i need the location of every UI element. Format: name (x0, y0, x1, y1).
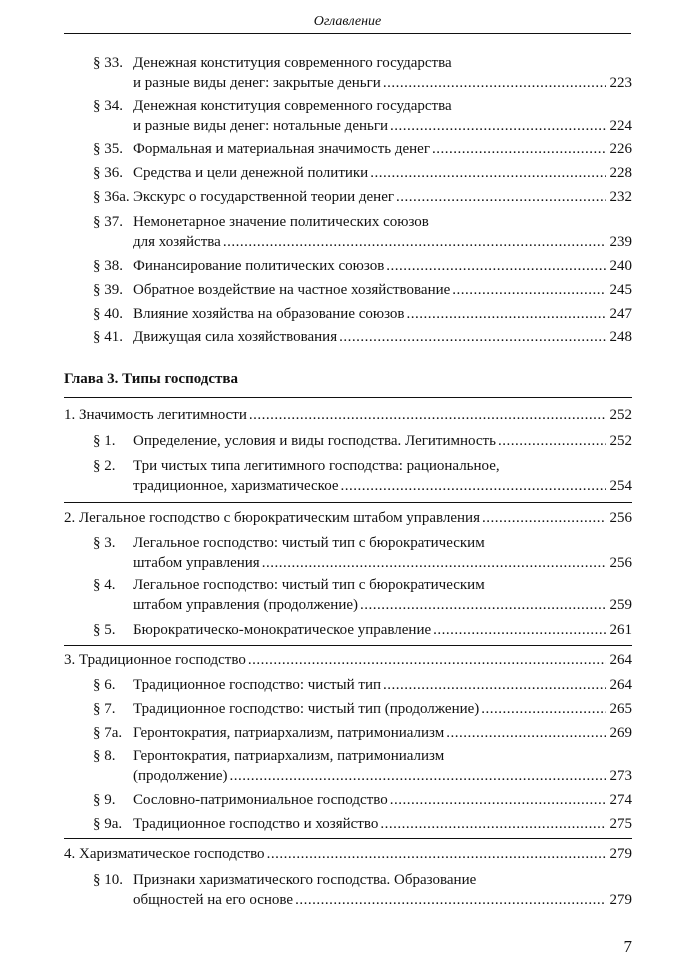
entry-title: Финансирование политических союзов (133, 258, 385, 274)
section-body (133, 870, 632, 910)
toc-entry-line (64, 405, 632, 425)
toc-entry-line (133, 675, 632, 695)
dot-leader (380, 814, 606, 834)
dot-leader (370, 163, 606, 183)
section-number: § 7. (93, 701, 116, 717)
toc-section-entry (93, 746, 632, 786)
section-number: § 10. (93, 872, 123, 888)
dot-leader (360, 595, 606, 615)
section-number: § 39. (93, 282, 123, 298)
toc-entry-line (133, 476, 632, 496)
separator-line (64, 645, 632, 646)
section-body (133, 139, 632, 159)
toc-entry-line (133, 595, 632, 615)
toc-section-entry (93, 790, 632, 810)
toc-section-entry (93, 533, 632, 573)
section-body (133, 790, 632, 810)
toc-part-entry (64, 650, 632, 670)
entry-title: Традиционное господство: чистый тип (133, 677, 382, 693)
toc-entry-line (133, 766, 632, 786)
entry-page: 264 (609, 652, 632, 668)
entry-title: и разные виды денег: нотальные деньги (133, 118, 389, 134)
toc-entry-line (133, 163, 632, 183)
toc-section-entry (93, 139, 632, 159)
section-body (133, 212, 632, 252)
toc-section-entry (93, 96, 632, 136)
section-body (133, 723, 632, 743)
dot-leader (407, 304, 606, 324)
entry-title: Традиционное господство: чистый тип (продолжение) (133, 701, 480, 717)
entry-page: 275 (609, 816, 632, 832)
entry-title: традиционное, харизматическое (133, 478, 339, 494)
toc-section-entry (93, 187, 632, 207)
section-number: § 1. (93, 433, 116, 449)
entry-title-line: Немонетарное значение политических союзов (133, 214, 429, 230)
entry-page: 279 (609, 846, 632, 862)
entry-title: Обратное воздействие на частное хозяйствование (133, 282, 451, 298)
dot-leader (383, 73, 606, 93)
entry-title: Экскурс о государственной теории денег (133, 189, 395, 205)
section-number: § 2. (93, 458, 116, 474)
entry-title: 1. Значимость легитимности (64, 407, 247, 423)
section-number: § 36а. (93, 189, 130, 205)
entry-title-line: Геронтократия, патриархализм, патримониализм (133, 748, 445, 764)
entry-page: 232 (609, 189, 632, 205)
toc-section-entry (93, 620, 632, 640)
toc-section-entry (93, 280, 632, 300)
toc-section-entry (93, 675, 632, 695)
toc-entry-line (133, 280, 632, 300)
dot-leader (223, 232, 606, 252)
section-number: § 3. (93, 535, 116, 551)
dot-leader (262, 553, 606, 573)
dot-leader (390, 790, 606, 810)
toc-part-entry (64, 844, 632, 864)
toc-entry-line (133, 73, 632, 93)
toc-entry-line (133, 814, 632, 834)
toc-entry-line (133, 139, 632, 159)
section-body (133, 327, 632, 347)
entry-title: Бюрократическо-монократическое управление (133, 622, 432, 638)
entry-page: 240 (609, 258, 632, 274)
entry-page: 248 (609, 329, 632, 345)
entry-title: для хозяйства (133, 234, 221, 250)
dot-leader (248, 650, 606, 670)
toc-section-entry (93, 431, 632, 451)
part-body (64, 508, 632, 528)
toc-section-entry (93, 870, 632, 910)
entry-page: 264 (609, 677, 632, 693)
toc-entry-line (133, 699, 632, 719)
entry-title: 4. Харизматическое господство (64, 846, 265, 862)
section-body (133, 575, 632, 615)
entry-title: Формальная и материальная значимость денег (133, 141, 430, 157)
entry-page: 224 (609, 118, 632, 134)
toc-entry-line (64, 508, 632, 528)
toc-entry-line (133, 232, 632, 252)
section-number: § 40. (93, 306, 123, 322)
entry-page: 261 (609, 622, 632, 638)
toc-entry-line (64, 844, 632, 864)
dot-leader (432, 139, 606, 159)
toc-section-entry (93, 327, 632, 347)
toc-section-entry (93, 304, 632, 324)
section-body (133, 431, 632, 451)
toc-entry-line (133, 304, 632, 324)
entry-title: Средства и цели денежной политики (133, 165, 369, 181)
part-body (64, 844, 632, 864)
entry-title: Традиционное господство и хозяйство (133, 816, 379, 832)
section-number: § 4. (93, 577, 116, 593)
entry-page: 228 (609, 165, 632, 181)
section-body (133, 620, 632, 640)
dot-leader (383, 675, 606, 695)
entry-page: 273 (609, 768, 632, 784)
section-body (133, 187, 632, 207)
section-number: § 33. (93, 55, 123, 71)
entry-page: 247 (609, 306, 632, 322)
dot-leader (390, 116, 606, 136)
entry-page: 223 (609, 75, 632, 91)
dot-leader (396, 187, 606, 207)
dot-leader (249, 405, 606, 425)
section-number: § 9. (93, 792, 116, 808)
part-body (64, 650, 632, 670)
separator-line (64, 397, 632, 398)
entry-page: 259 (609, 597, 632, 613)
toc-entry-line (133, 553, 632, 573)
entry-title: Определение, условия и виды господства. Легитимность (133, 433, 496, 449)
entry-title: штабом управления (133, 555, 260, 571)
toc-section-entry (93, 212, 632, 252)
section-number: § 38. (93, 258, 123, 274)
entry-title: Геронтократия, патриархализм, патримониализм (133, 725, 445, 741)
entry-page: 252 (609, 433, 632, 449)
entry-title: 3. Традиционное господство (64, 652, 246, 668)
entry-title-line: Денежная конституция современного государства (133, 98, 452, 114)
section-body (133, 163, 632, 183)
entry-title-line: Легальное господство: чистый тип с бюрократическим (133, 535, 485, 551)
entry-title: общностей на его основе (133, 892, 294, 908)
part-body (64, 405, 632, 425)
section-number: § 5. (93, 622, 116, 638)
separator-line (64, 502, 632, 503)
section-number: § 41. (93, 329, 123, 345)
entry-page: 256 (609, 510, 632, 526)
section-body (133, 533, 632, 573)
dot-leader (386, 256, 606, 276)
entry-page: 226 (609, 141, 632, 157)
toc-entry-line (133, 256, 632, 276)
toc-section-entry (93, 723, 632, 743)
entry-page: 245 (609, 282, 632, 298)
dot-leader (433, 620, 606, 640)
entry-title-line: Легальное господство: чистый тип с бюрократическим (133, 577, 485, 593)
toc-section-entry (93, 53, 632, 93)
entry-title: штабом управления (продолжение) (133, 597, 358, 613)
page-number: 7 (623, 937, 632, 956)
dot-leader (446, 723, 606, 743)
section-body (133, 746, 632, 786)
entry-title-line: Признаки харизматического господства. Образование (133, 872, 477, 888)
toc-entry-line (133, 187, 632, 207)
dot-leader (267, 844, 606, 864)
section-body (133, 699, 632, 719)
toc-entry-line (133, 431, 632, 451)
entry-title: 2. Легальное господство с бюрократическим штабом управления (64, 510, 480, 526)
entry-page: 279 (609, 892, 632, 908)
entry-page: 256 (609, 555, 632, 571)
toc-entry-line (133, 723, 632, 743)
entry-page: 239 (609, 234, 632, 250)
entry-page: 269 (609, 725, 632, 741)
dot-leader (481, 699, 606, 719)
toc-section-entry (93, 256, 632, 276)
dot-leader (452, 280, 606, 300)
section-body (133, 280, 632, 300)
entry-title: Сословно-патримониальное господство (133, 792, 388, 808)
toc-entry-line (133, 620, 632, 640)
separator-line (64, 838, 632, 839)
toc-section-entry (93, 699, 632, 719)
entry-title-line: Три чистых типа легитимного господства: рациональное, (133, 458, 500, 474)
dot-leader (341, 476, 606, 496)
entry-page: 265 (609, 701, 632, 717)
section-number: § 7а. (93, 725, 123, 741)
section-number: § 9а. (93, 816, 123, 832)
section-number: § 37. (93, 214, 123, 230)
entry-page: 252 (609, 407, 632, 423)
section-number: § 6. (93, 677, 116, 693)
toc-section-entry (93, 456, 632, 496)
section-body (133, 53, 632, 93)
section-body (133, 456, 632, 496)
toc-section-entry (93, 575, 632, 615)
section-body (133, 96, 632, 136)
toc-entry-line (133, 327, 632, 347)
entry-title: Движущая сила хозяйствования (133, 329, 338, 345)
chapter-title: Глава 3. Типы господства (64, 371, 239, 387)
toc-entry-line (133, 890, 632, 910)
section-body (133, 814, 632, 834)
section-body (133, 256, 632, 276)
section-number: § 8. (93, 748, 116, 764)
dot-leader (230, 766, 606, 786)
section-body (133, 304, 632, 324)
section-number: § 36. (93, 165, 123, 181)
entry-page: 274 (609, 792, 632, 808)
entry-title-line: Денежная конституция современного государства (133, 55, 452, 71)
section-body (133, 675, 632, 695)
toc-section-entry (93, 814, 632, 834)
toc-entry-line (64, 650, 632, 670)
toc-entry-line (133, 116, 632, 136)
dot-leader (498, 431, 606, 451)
toc-part-entry (64, 508, 632, 528)
entry-page: 254 (609, 478, 632, 494)
entry-title: и разные виды денег: закрытые деньги (133, 75, 381, 91)
toc-part-entry (64, 405, 632, 425)
section-number: § 34. (93, 98, 123, 114)
section-number: § 35. (93, 141, 123, 157)
dot-leader (295, 890, 606, 910)
entry-title: Влияние хозяйства на образование союзов (133, 306, 405, 322)
toc-entry-line (133, 790, 632, 810)
dot-leader (482, 508, 606, 528)
entry-title: (продолжение) (133, 768, 228, 784)
dot-leader (339, 327, 606, 347)
toc-section-entry (93, 163, 632, 183)
running-header: Оглавление (64, 14, 631, 34)
